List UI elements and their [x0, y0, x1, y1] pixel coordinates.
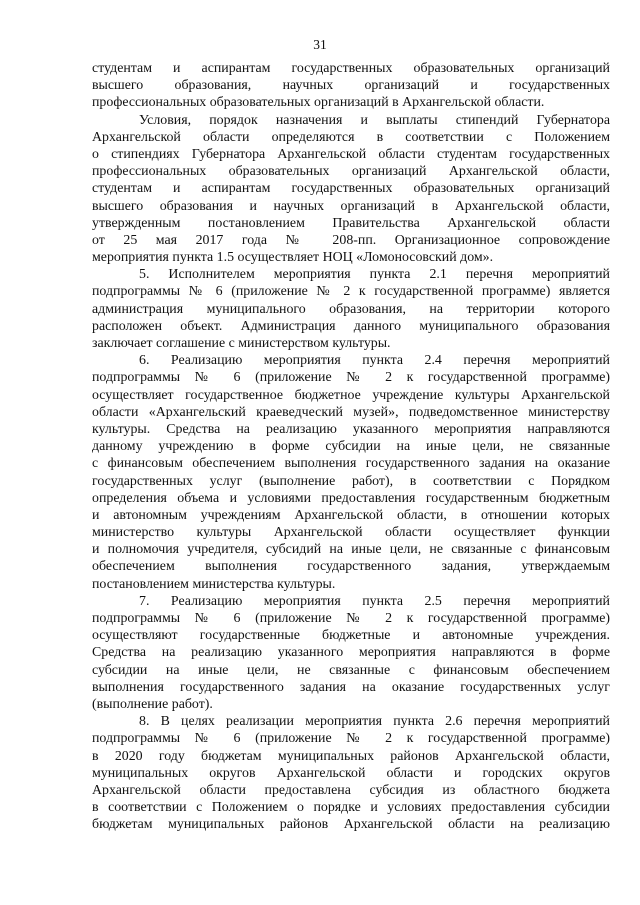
document-body	[92, 60, 610, 833]
paragraph	[92, 352, 610, 593]
text-line: расположен объект. Администрация данного муниципального образования	[92, 318, 610, 334]
text-line: осуществляют государственные бюджетные и автономные учреждения.	[92, 628, 610, 644]
text-line: 8. В целях реализации мероприятия пункта 2.6 перечня мероприятий	[139, 714, 610, 730]
text-line: муниципальных округов Архангельской области и городских округов	[92, 765, 610, 781]
text-line: подпрограммы № 6 (приложение № 2 к государственной программе)	[92, 731, 610, 747]
text-line: подпрограммы № 6 (приложение № 2 к государственной программе)	[92, 611, 610, 626]
text-line: высшего образования и научных организаций в Архангельской области,	[92, 198, 610, 214]
text-line: подпрограммы № 6 (приложение № 2 к государственной программе)	[92, 370, 610, 386]
text-line: высшего образования, научных организаций и государственных	[92, 78, 610, 94]
paragraph	[92, 112, 610, 267]
text-line: и полномочия учредителя, субсидий на иные цели, не связанные с финансовым	[92, 542, 610, 558]
text-line: студентам и аспирантам государственных образовательных организаций	[92, 61, 610, 76]
paragraph	[92, 60, 610, 112]
text-line: подпрограммы № 6 (приложение № 2 к государственной программе) является	[92, 284, 610, 300]
text-line: с финансовым обеспечением выполнения государственного задания на оказание	[92, 456, 610, 472]
text-line: мероприятия пункта 1.5 осуществляет НОЦ «Ломоносовский дом».	[92, 250, 494, 266]
text-line: культуры. Средства на реализацию указанного мероприятия направляются	[92, 421, 610, 437]
page-number: 31	[313, 37, 327, 52]
text-line: постановлением министерства культуры.	[92, 576, 336, 592]
text-line: Средства на реализацию указанного мероприятия направляются в форме	[92, 645, 610, 661]
text-line: 6. Реализацию мероприятия пункта 2.4 перечня мероприятий	[139, 353, 610, 369]
text-line: обеспечением выполнения государственного задания, утверждаемым	[92, 559, 610, 575]
text-line: Архангельской области предоставлена субсидия из областного бюджета	[92, 782, 610, 798]
text-line: о стипендиях Губернатора Архангельской области студентам государственных	[92, 146, 610, 162]
text-line: профессиональных образовательных организаций в Архангельской области.	[92, 95, 545, 111]
text-line: профессиональных образовательных организаций Архангельской области,	[92, 164, 610, 180]
text-line: Архангельской области определяются в соответствии с Положением	[92, 129, 610, 145]
text-line: администрация муниципального образования, на территории которого	[92, 301, 610, 317]
text-line: 5. Исполнителем мероприятия пункта 2.1 перечня мероприятий	[139, 267, 610, 283]
paragraph	[92, 266, 610, 352]
text-line: области «Архангельский краеведческий музей», подведомственное министерству	[92, 404, 610, 420]
text-line: выполнения государственного задания на оказание государственных услуг	[92, 679, 610, 695]
text-line: заключает соглашение с министерством культуры.	[92, 336, 391, 351]
text-line: Условия, порядок назначения и выплаты стипендий Губернатора	[139, 112, 610, 128]
text-line: субсидии на иные цели, не связанные с финансовым обеспечением	[92, 662, 610, 678]
text-line: (выполнение работ).	[92, 696, 213, 712]
text-line: данному учреждению в форме субсидии на иные цели, не связанные	[92, 439, 610, 455]
text-line: бюджетам муниципальных районов Архангельской области на реализацию	[92, 817, 610, 833]
text-line: 7. Реализацию мероприятия пункта 2.5 перечня мероприятий	[139, 593, 610, 609]
text-line: утвержденным постановлением Правительства Архангельской области	[92, 215, 610, 231]
text-line: осуществляет государственное бюджетное учреждение культуры Архангельской	[92, 387, 610, 403]
text-line: в соответствии с Положением о порядке и условиях предоставления субсидии	[92, 800, 610, 816]
text-line: определения объема и условиями предоставления государственным бюджетным	[92, 490, 610, 506]
text-line: студентам и аспирантам государственных образовательных организаций	[92, 181, 610, 197]
paragraph	[92, 593, 610, 713]
paragraph	[92, 713, 610, 833]
text-line: и автономным учреждениям Архангельской области, в отношении которых	[92, 507, 610, 523]
text-line: от 25 мая 2017 года № 208-пп. Организационное сопровождение	[92, 232, 610, 248]
text-line: государственных услуг (выполнение работ), в соответствии с Порядком	[92, 473, 610, 489]
text-line: министерство культуры Архангельской области осуществляет функции	[92, 525, 610, 541]
text-line: в 2020 году бюджетам муниципальных районов Архангельской области,	[92, 748, 610, 764]
